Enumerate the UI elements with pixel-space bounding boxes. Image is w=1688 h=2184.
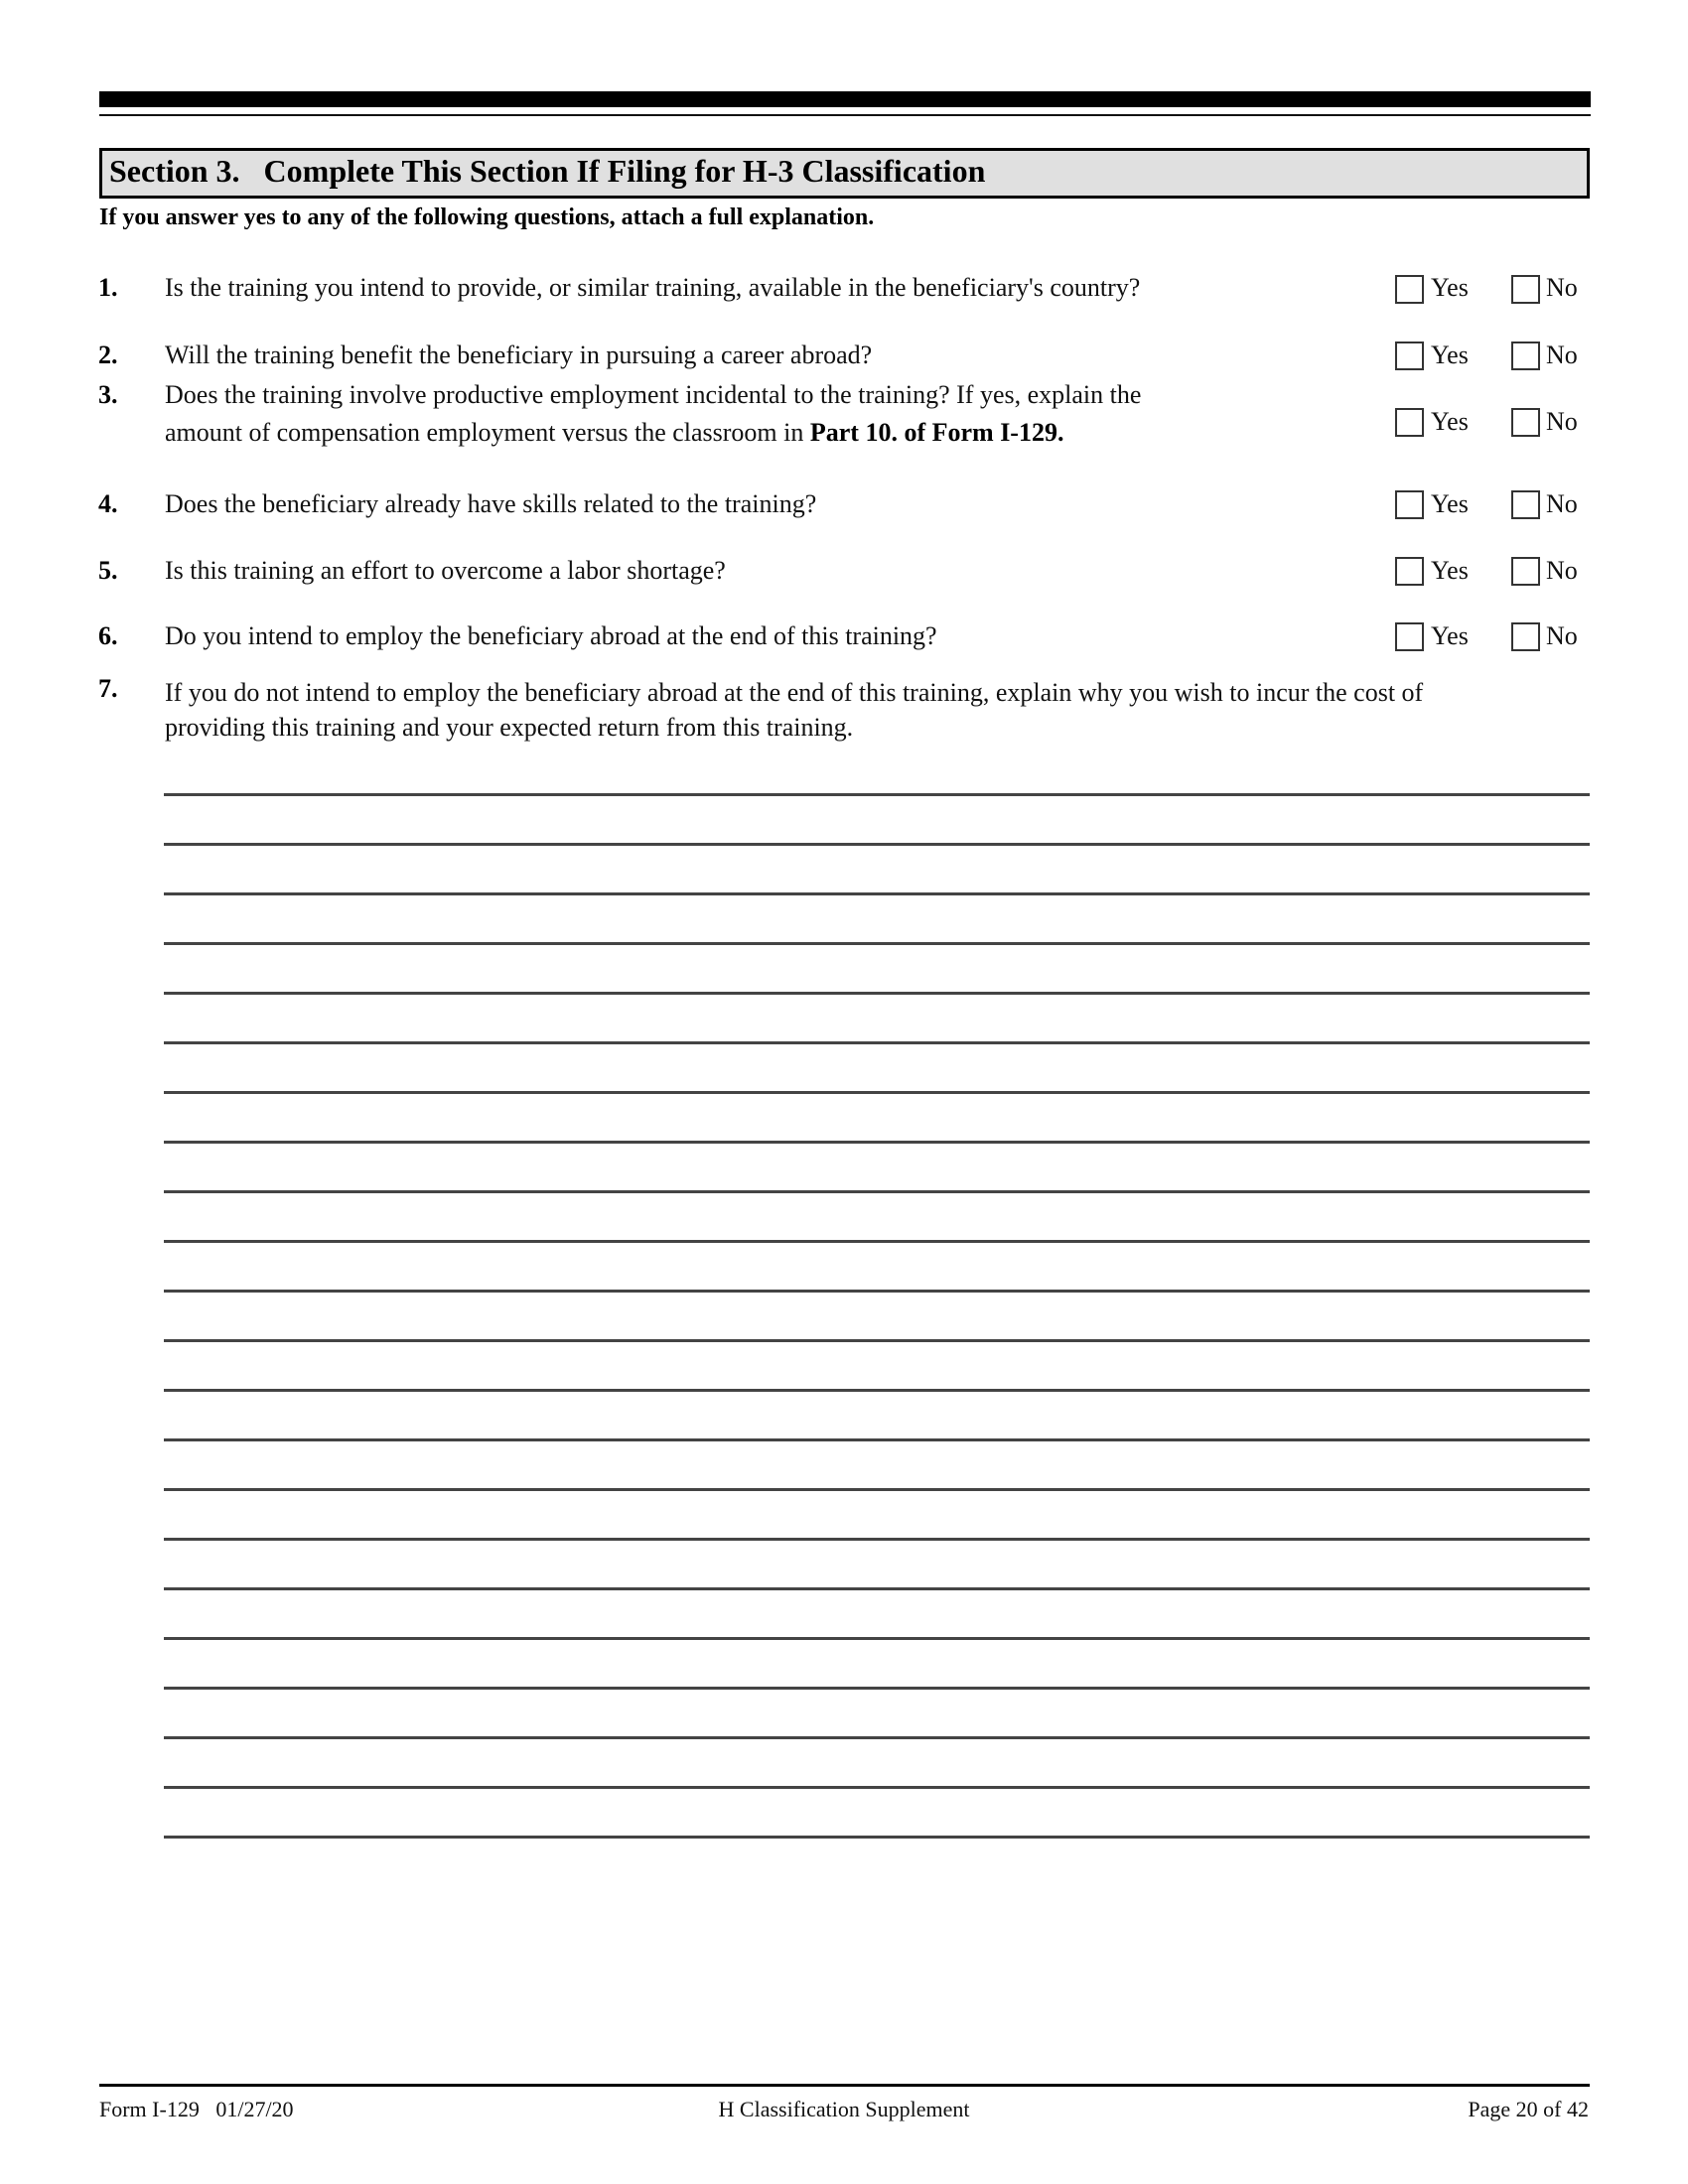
writing-line[interactable] bbox=[164, 1041, 1590, 1044]
question-7-line-1: If you do not intend to employ the beneficiary abroad at the end of this training, explain why you wish to incur the cost of bbox=[165, 678, 1424, 707]
writing-line[interactable] bbox=[164, 1538, 1590, 1541]
header-thick-rule bbox=[99, 91, 1591, 107]
question-6-no-checkbox[interactable] bbox=[1511, 622, 1540, 651]
question-3-line-1: Does the training involve productive employment incidental to the training? If yes, explain the bbox=[165, 380, 1142, 409]
question-5-yes-checkbox[interactable] bbox=[1395, 557, 1424, 586]
question-3-yes-checkbox[interactable] bbox=[1395, 408, 1424, 437]
writing-line[interactable] bbox=[164, 942, 1590, 945]
header-thin-rule bbox=[99, 114, 1591, 116]
writing-line[interactable] bbox=[164, 1190, 1590, 1193]
question-1-no-label: No bbox=[1546, 273, 1578, 302]
question-1-yes-checkbox[interactable] bbox=[1395, 275, 1424, 304]
question-1-number: 1. bbox=[98, 273, 118, 302]
question-3-line-2 bbox=[165, 414, 1141, 452]
question-7-text bbox=[165, 675, 1423, 745]
footer-title: H Classification Supplement bbox=[718, 2097, 970, 2121]
footer-rule bbox=[99, 2084, 1590, 2087]
question-2-no-label: No bbox=[1546, 341, 1578, 369]
writing-line[interactable] bbox=[164, 1438, 1590, 1441]
footer-form-id: Form I-129 01/27/20 bbox=[99, 2097, 294, 2121]
question-2-text: Will the training benefit the beneficiary in pursuing a career abroad? bbox=[165, 341, 873, 369]
question-5-yes-label: Yes bbox=[1431, 556, 1469, 585]
writing-line[interactable] bbox=[164, 1587, 1590, 1590]
question-6-number: 6. bbox=[98, 621, 118, 650]
writing-line[interactable] bbox=[164, 1389, 1590, 1392]
writing-line[interactable] bbox=[164, 1240, 1590, 1243]
question-5-number: 5. bbox=[98, 556, 118, 585]
writing-line[interactable] bbox=[164, 1736, 1590, 1739]
question-3-number: 3. bbox=[98, 380, 118, 409]
question-4-number: 4. bbox=[98, 489, 118, 518]
instruction-text: If you answer yes to any of the following questions, attach a full explanation. bbox=[99, 205, 875, 230]
question-4-yes-label: Yes bbox=[1431, 489, 1469, 518]
writing-line[interactable] bbox=[164, 1290, 1590, 1293]
question-4-no-label: No bbox=[1546, 489, 1578, 518]
question-5-no-label: No bbox=[1546, 556, 1578, 585]
footer-page-number: Page 20 of 42 bbox=[1468, 2097, 1589, 2121]
writing-line[interactable] bbox=[164, 1637, 1590, 1640]
question-3-no-label: No bbox=[1546, 407, 1578, 436]
question-7-line-2: providing this training and your expected return from this training. bbox=[165, 713, 854, 742]
question-6-no-label: No bbox=[1546, 621, 1578, 650]
question-6-yes-label: Yes bbox=[1431, 621, 1469, 650]
section-title: Section 3. Complete This Section If Filing for H-3 Classification bbox=[109, 153, 986, 189]
question-5-text: Is this training an effort to overcome a labor shortage? bbox=[165, 556, 726, 585]
writing-line[interactable] bbox=[164, 892, 1590, 895]
writing-line[interactable] bbox=[164, 1836, 1590, 1839]
writing-line[interactable] bbox=[164, 1339, 1590, 1342]
question-2-no-checkbox[interactable] bbox=[1511, 341, 1540, 370]
question-6-text: Do you intend to employ the beneficiary abroad at the end of this training? bbox=[165, 621, 937, 650]
question-6-yes-checkbox[interactable] bbox=[1395, 622, 1424, 651]
question-2-number: 2. bbox=[98, 341, 118, 369]
writing-line[interactable] bbox=[164, 793, 1590, 796]
writing-line[interactable] bbox=[164, 843, 1590, 846]
question-3-form-reference: Part 10. of Form I-129. bbox=[809, 418, 1064, 447]
question-2-yes-label: Yes bbox=[1431, 341, 1469, 369]
question-3-yes-label: Yes bbox=[1431, 407, 1469, 436]
question-3-line-2-text: amount of compensation employment versus the classroom in bbox=[165, 418, 810, 447]
question-7-number: 7. bbox=[98, 674, 118, 703]
question-1-no-checkbox[interactable] bbox=[1511, 275, 1540, 304]
writing-line[interactable] bbox=[164, 1687, 1590, 1690]
question-3-no-checkbox[interactable] bbox=[1511, 408, 1540, 437]
writing-line[interactable] bbox=[164, 1488, 1590, 1491]
question-5-no-checkbox[interactable] bbox=[1511, 557, 1540, 586]
question-4-text: Does the beneficiary already have skills related to the training? bbox=[165, 489, 817, 518]
question-4-no-checkbox[interactable] bbox=[1511, 490, 1540, 519]
writing-line[interactable] bbox=[164, 1091, 1590, 1094]
writing-line[interactable] bbox=[164, 992, 1590, 995]
question-4-yes-checkbox[interactable] bbox=[1395, 490, 1424, 519]
writing-line[interactable] bbox=[164, 1141, 1590, 1144]
writing-line[interactable] bbox=[164, 1786, 1590, 1789]
question-1-text: Is the training you intend to provide, or similar training, available in the beneficiary's country? bbox=[165, 273, 1141, 302]
question-1-yes-label: Yes bbox=[1431, 273, 1469, 302]
question-2-yes-checkbox[interactable] bbox=[1395, 341, 1424, 370]
question-3-text bbox=[165, 376, 1141, 452]
